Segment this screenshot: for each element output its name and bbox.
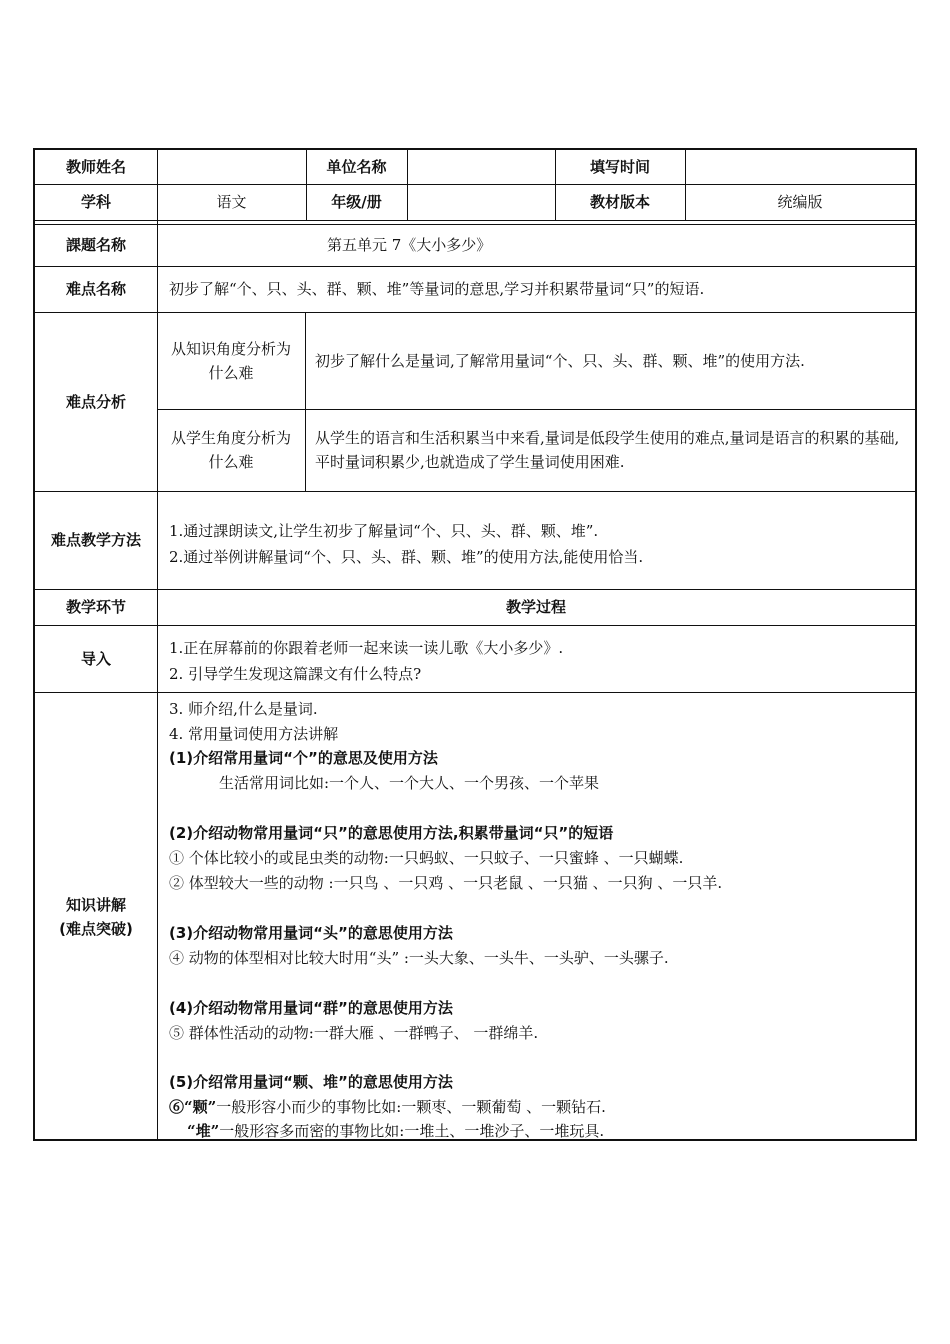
analysis-label: 难点分析 (65, 392, 126, 411)
measure-word-dui-text: 一般形容多而密的事物比如:一堆土、一堆沙子、一堆玩具. (219, 1122, 605, 1140)
knowledge-subheading: (1)介绍常用量词“个”的意思及使用方法 (169, 749, 438, 767)
topic-label: 課题名称 (65, 236, 126, 254)
row-divider (35, 220, 915, 221)
row-divider (35, 491, 915, 492)
knowledge-line: 4. 常用量词使用方法讲解 (169, 725, 339, 743)
method-line-1: 1.通过課朗读文,让学生初步了解量词“个、只、头、群、颗、堆”. (169, 522, 599, 540)
intro-line-2: 2. 引导学生发现这篇課文有什么特点? (169, 665, 422, 683)
fill-time-label: 填写时间 (589, 158, 650, 176)
knowledge-line: ① 个体比较小的或昆虫类的动物:一只蚂蚁、一只蚊子、一只蜜蜂 、一只蝴蝶. (169, 849, 684, 867)
subject-value: 语文 (216, 193, 247, 211)
knowledge-label-line-2: (难点突破) (59, 919, 133, 938)
unit-label: 单位名称 (326, 158, 387, 176)
knowledge-line (187, 1120, 604, 1141)
textbook-label: 教材版本 (589, 193, 650, 211)
intro-line-1: 1.正在屏幕前的你跟着老师一起来读一读儿歌《大小多少》. (169, 639, 564, 657)
knowledge-angle-text: 初步了解什么是量词,了解常用量词“个、只、头、群、颗、堆”的使用方法. (315, 351, 805, 370)
unit-value[interactable] (407, 150, 555, 184)
stage-header: 教学环节 (65, 598, 126, 616)
knowledge-line: ⑤ 群体性活动的动物:一群大雁 、一群鸭子、 一群绵羊. (169, 1024, 539, 1042)
row-divider (35, 692, 915, 693)
grade-value[interactable] (407, 184, 555, 220)
knowledge-line: ② 体型较大一些的动物 :一只鸟 、一只鸡 、一只老鼠 、一只猫 、一只狗 、一只羊. (169, 874, 723, 892)
measure-word-dui: “堆” (187, 1122, 220, 1140)
difficulty-value: 初步了解“个、只、头、群、颗、堆”等量词的意思,学习并积累带量词“只”的短语. (169, 280, 705, 298)
knowledge-angle-label: 从知识角度分析为什么难 (170, 339, 291, 382)
knowledge-subheading: (5)介绍常用量词“颗、堆”的意思使用方法 (169, 1073, 453, 1091)
knowledge-line: 3. 师介绍,什么是量词. (169, 700, 318, 718)
col-divider (305, 312, 306, 491)
knowledge-line: 生活常用词比如:一个人、一个大人、一个男孩、一个苹果 (219, 774, 600, 792)
method-line-2: 2.通过举例讲解量词“个、只、头、群、颗、堆”的使用方法,能使用恰当. (169, 548, 644, 566)
process-header: 教学过程 (505, 598, 566, 616)
row-divider (35, 625, 915, 626)
knowledge-line: ④ 动物的体型相对比较大时用“头” :一头大象、一头牛、一头驴、一头骡子. (169, 949, 669, 967)
knowledge-line (169, 1096, 606, 1117)
method-label: 难点教学方法 (50, 531, 141, 549)
measure-word-ke-text: 一般形容小而少的事物比如:一颗枣、一颗葡萄 、一颗钻石. (216, 1098, 606, 1116)
knowledge-subheading: (4)介绍动物常用量词“群”的意思使用方法 (169, 999, 453, 1017)
knowledge-label-line-1: 知识讲解 (65, 895, 126, 914)
difficulty-label: 难点名称 (65, 280, 126, 298)
teacher-name-value[interactable] (157, 150, 306, 184)
knowledge-subheading: (2)介绍动物常用量词“只”的意思使用方法,积累带量词“只”的短语 (169, 824, 614, 842)
subject-label: 学科 (80, 193, 111, 211)
fill-time-value[interactable] (685, 150, 915, 184)
topic-value: 第五单元 7《大小多少》 (327, 236, 492, 254)
student-angle-text: 从学生的语言和生活积累当中来看,量词是低段学生使用的难点,量词是语言的积累的基础,平时量词积累少,也就造成了学生量词使用困难. (315, 429, 900, 471)
measure-word-ke: ⑥“颗” (169, 1098, 217, 1116)
textbook-value: 统编版 (777, 193, 823, 211)
student-angle-label: 从学生角度分析为什么难 (170, 429, 291, 471)
col-divider (157, 150, 158, 1141)
lesson-plan-table (33, 148, 917, 1141)
grade-label: 年级/册 (331, 193, 382, 211)
knowledge-label (35, 692, 157, 1141)
teacher-name-label: 教师姓名 (65, 158, 126, 176)
intro-label: 导入 (80, 649, 111, 668)
knowledge-subheading: (3)介绍动物常用量词“头”的意思使用方法 (169, 924, 453, 942)
